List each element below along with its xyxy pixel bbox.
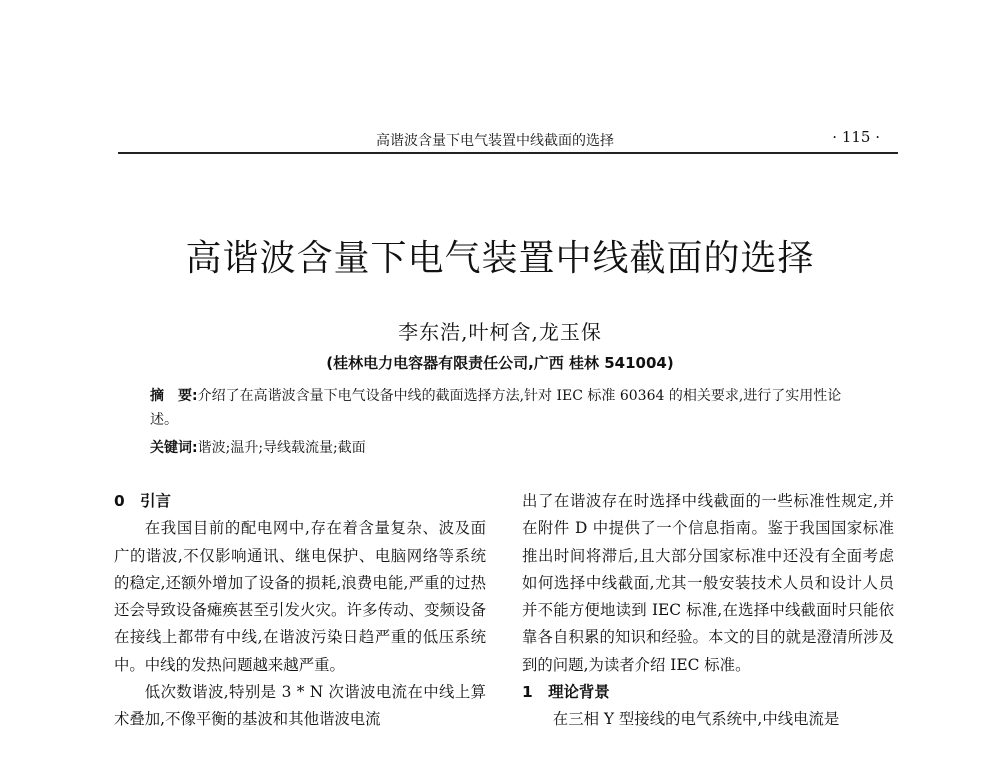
authors: 李东浩,叶柯含,龙玉保	[398, 320, 602, 344]
left-column	[114, 488, 486, 734]
abstract-label: 摘 要:	[150, 388, 198, 404]
abstract	[150, 384, 865, 432]
section-heading-introduction: 0 引言	[114, 492, 171, 510]
affiliation: (桂林电力电容器有限责任公司,广西 桂林 541004)	[326, 354, 674, 372]
keywords	[150, 436, 865, 460]
keywords-text: 谐波;温升;导线载流量;截面	[197, 440, 366, 456]
article-title: 高谐波含量下电气装置中线截面的选择	[185, 238, 815, 279]
running-head	[118, 128, 898, 152]
header-rule	[118, 152, 898, 154]
section-heading-theory: 1 理论背景	[522, 683, 610, 702]
keywords-label: 关键词:	[150, 440, 198, 456]
page-number: · 115 ·	[832, 128, 880, 146]
right-column	[522, 488, 894, 734]
paragraph: 低次数谐波,特别是 3 * N 次谐波电流在中线上算术叠加,不像平衡的基波和其他谐波电流	[114, 683, 486, 729]
running-head-title: 高谐波含量下电气装置中线截面的选择	[376, 133, 614, 149]
paragraph-continued: 出了在谐波存在时选择中线截面的一些标准性规定,并在附件 D 中提供了一个信息指南。鉴于我国国家标准推出时间将滞后,且大部分国家标准中还没有全面考虑如何选择中线截面,尤其一般安装技术人员和设计人员并不能方便地读到 IEC 标准,在选择中线截面时只能依靠各自积累的知识和经验。本文的目的就是澄清所涉及到的问题,为读者介绍 IEC 标准。	[522, 492, 894, 674]
paragraph: 在三相 Y 型接线的电气系统中,中线电流是	[552, 710, 840, 729]
abstract-text: 介绍了在高谐波含量下电气设备中线的截面选择方法,针对 IEC 标准 60364 的相关要求,进行了实用性论述。	[150, 388, 842, 428]
paragraph: 在我国目前的配电网中,存在着含量复杂、波及面广的谐波,不仅影响通讯、继电保护、电脑网络等系统的稳定,还额外增加了设备的损耗,浪费电能,严重的过热还会导致设备瘫痪甚至引发火灾。许多传动、变频设备在接线上都带有中线,在谐波污染日趋严重的低压系统中。中线的发热问题越来越严重。	[114, 519, 486, 674]
